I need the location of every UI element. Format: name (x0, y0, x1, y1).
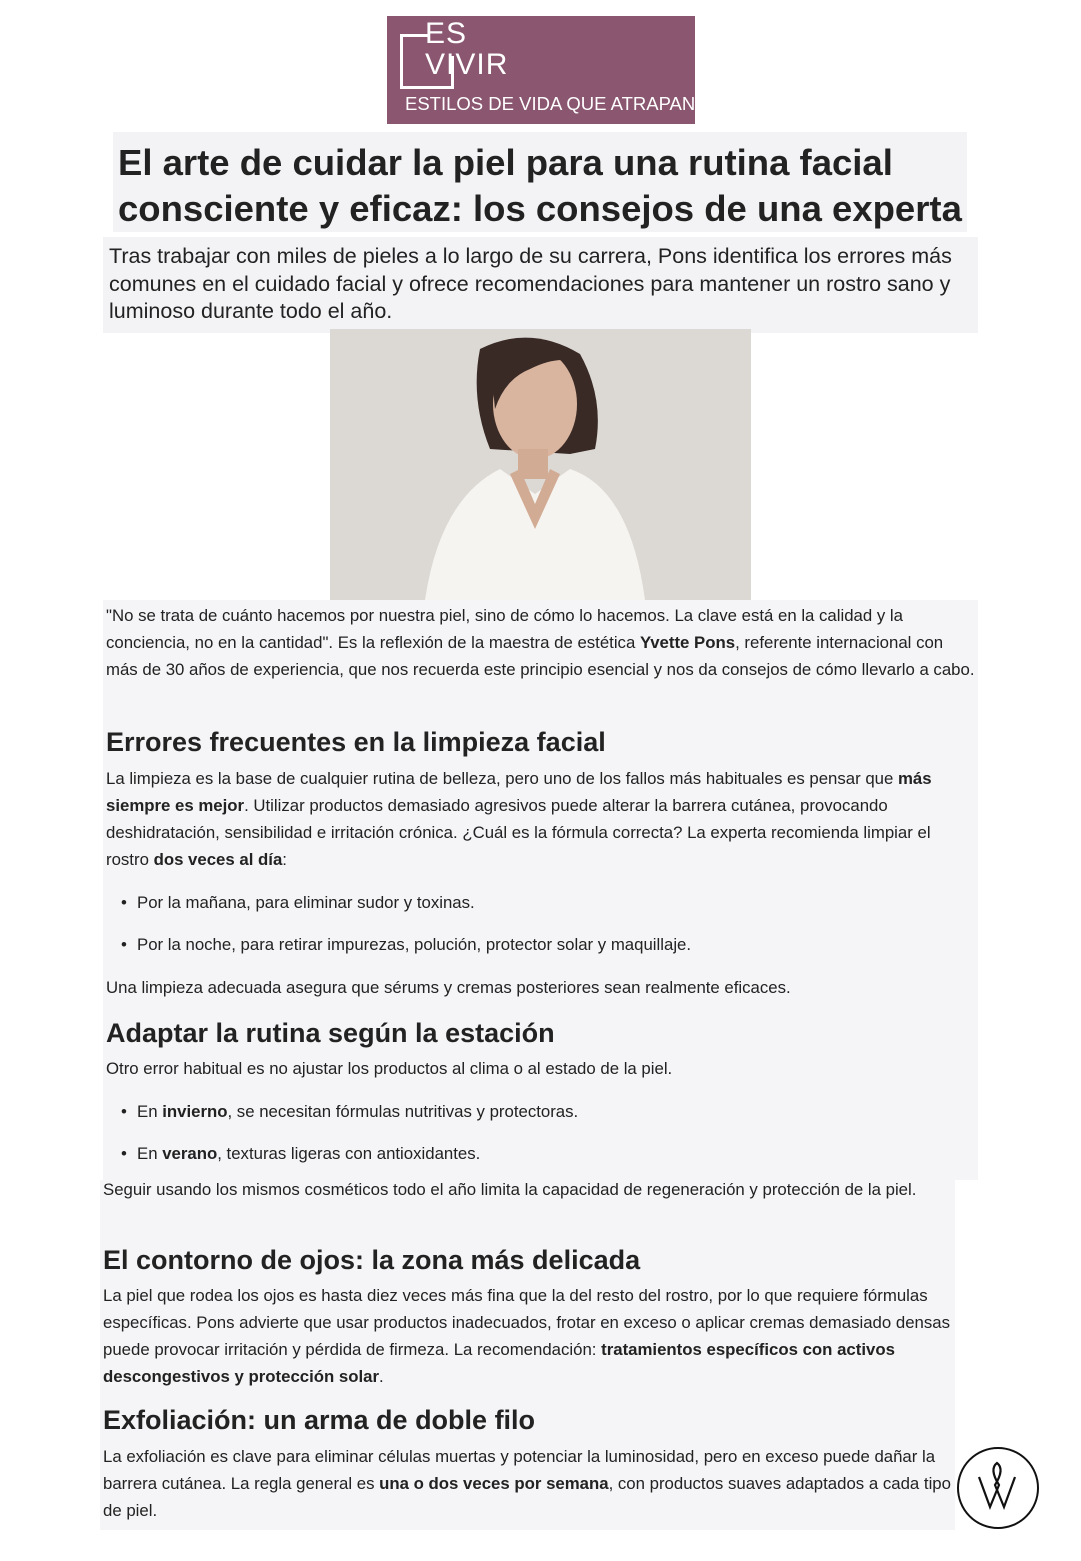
bold-text: más siempre es mejor (106, 769, 932, 815)
bold-text: dos veces al día (153, 850, 283, 869)
paragraph (103, 1282, 953, 1390)
list-item (137, 1101, 578, 1123)
w-icon (959, 1449, 1036, 1526)
article-lead: Tras trabajar con miles de pieles a lo largo de su carrera, Pons identifica los errores más comunes en el cuidado facial y ofrece recomendaciones para mantener un rostro sano y luminoso durante todo el año. (109, 244, 952, 323)
text-segment: , con productos suaves adaptados a cada tipo de piel. (103, 1474, 951, 1520)
section-heading: Errores frecuentes en la limpieza facial (106, 727, 606, 757)
text-segment: Por la noche, para retirar impurezas, polución, protector solar y maquillaje. (137, 935, 692, 954)
paragraph (103, 1443, 953, 1524)
text-segment: , referente internacional con más de 30 años de experiencia, que nos recuerda este principio esencial y nos da consejos de cómo llevarlo a cabo. (106, 633, 975, 679)
text-segment: Una limpieza adecuada asegura que sérums y cremas posteriores sean realmente eficaces. (106, 978, 791, 997)
text-segment: La exfoliación es clave para eliminar células muertas y potenciar la luminosidad, pero en exceso puede dañar la barrera cutánea. La regla general es (103, 1447, 936, 1493)
text-segment: : (282, 850, 287, 869)
intro-paragraph (106, 602, 976, 683)
text-segment: . Utilizar productos demasiado agresivos puede alterar la barrera cutánea, provocando deshidratación, sensibilidad e irritación crónica. ¿Cuál es la fórmula correcta? La experta recomienda limpiar el rostro (106, 796, 931, 869)
logo-frame (400, 86, 454, 89)
text-segment: Otro error habitual es no ajustar los productos al clima o al estado de la piel. (106, 1059, 673, 1078)
body-background (103, 600, 978, 1180)
section-heading: Adaptar la rutina según la estación (106, 1018, 555, 1048)
list-item (137, 934, 691, 956)
bold-text: invierno (162, 1102, 228, 1121)
text-segment: Por la mañana, para eliminar sudor y toxinas. (137, 893, 475, 912)
text-segment: Seguir usando los mismos cosméticos todo el año limita la capacidad de regeneración y protección de la piel. (103, 1180, 917, 1199)
list-item (137, 1143, 480, 1165)
paragraph (106, 765, 976, 873)
paragraph (106, 1055, 976, 1082)
bold-text: una o dos veces por semana (379, 1474, 609, 1493)
esvivir-logo[interactable] (387, 16, 695, 124)
text-segment: , se necesitan fórmulas nutritivas y protectoras. (227, 1102, 579, 1121)
bold-text: tratamientos específicos con activos descongestivos y protección solar (103, 1340, 895, 1386)
list-item (137, 892, 475, 914)
text-segment: La piel que rodea los ojos es hasta diez veces más fina que la del resto del rostro, por lo que requiere fórmulas específicas. Pons advierte que usar productos inadecuados, frotar en exceso o aplicar cremas demasiado densas puede provocar irritación y pérdida de firmeza. La recomendación: (103, 1286, 951, 1359)
bold-text: verano (162, 1144, 218, 1163)
text-segment: . (379, 1367, 384, 1386)
logo-tagline: ESTILOS DE VIDA QUE ATRAPAN (405, 93, 696, 114)
logo-es: ES (425, 17, 468, 50)
bold-text: Yvette Pons (639, 633, 736, 652)
section-heading: Exfoliación: un arma de doble filo (103, 1405, 536, 1435)
text-segment: , texturas ligeras con antioxidantes. (217, 1144, 481, 1163)
w-logo-badge (957, 1447, 1039, 1529)
section-heading: El contorno de ojos: la zona más delicada (103, 1245, 641, 1275)
text-segment: La limpieza es la base de cualquier rutina de belleza, pero uno de los fallos más habituales es pensar que (106, 769, 899, 788)
text-segment: "No se trata de cuánto hacemos por nuestra piel, sino de cómo lo hacemos. La clave está en la calidad y la conciencia, no en la cantidad". Es la reflexión de la maestra de estética (106, 606, 903, 652)
article-title: El arte de cuidar la piel para una rutina facial consciente y eficaz: los consejos de una experta (118, 142, 962, 229)
text-segment: En (137, 1144, 163, 1163)
portrait-photo (330, 329, 751, 600)
paragraph (106, 974, 976, 1001)
paragraph (103, 1176, 953, 1203)
text-segment: En (137, 1102, 163, 1121)
logo-vivir: VIVIR (425, 48, 509, 81)
